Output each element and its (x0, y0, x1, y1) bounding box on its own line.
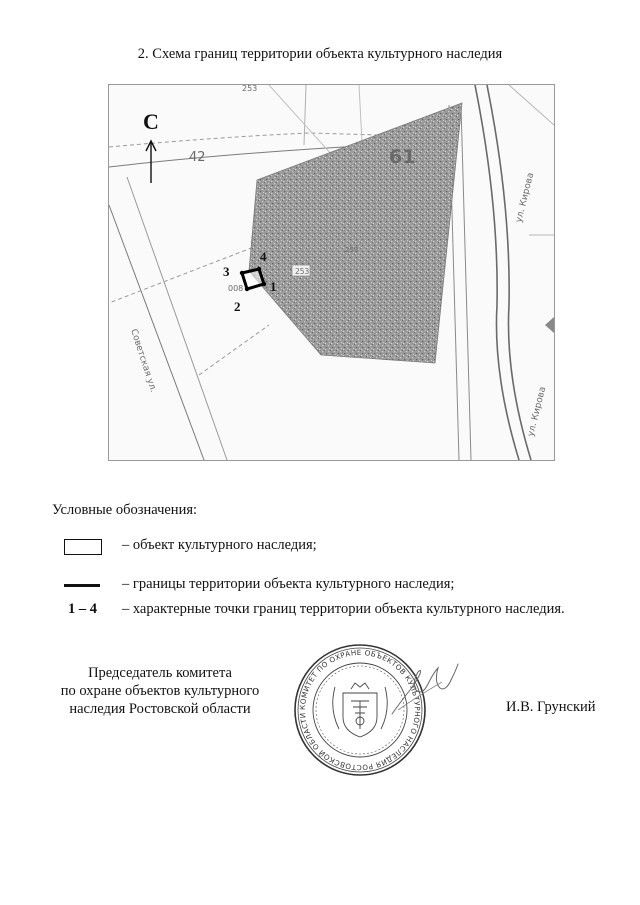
legend-item-object (52, 537, 612, 557)
point-2-label: 2 (234, 299, 241, 314)
street-sovetskaya-label: Советская ул. (128, 327, 159, 394)
edge-marker (545, 317, 554, 333)
boundary-line-symbol-icon (64, 584, 100, 587)
legend-title: Условные обозначения: (52, 502, 198, 518)
position-line-3: наследия Ростовской области (69, 701, 251, 717)
seal-ring-text: КОМИТЕТ ПО ОХРАНЕ ОБЪЕКТОВ КУЛЬТУРНОГО НАСЛЕДИЯ РОСТОВСКОЙ ОБЛАСТИ (297, 647, 423, 773)
document-title: 2. Схема границ территории объекта культурного наследия (137, 46, 503, 62)
north-label: С (143, 109, 159, 134)
quarter-42-label: 42 (189, 150, 206, 165)
coat-of-arms-icon (333, 683, 388, 737)
position-line-2: по охране объектов культурного (60, 683, 260, 699)
boundary-point-2-marker (245, 287, 249, 291)
signatory-position (40, 664, 280, 718)
parcel-253-label-b: 253 (295, 267, 310, 276)
point-1-label: 1 (270, 279, 277, 294)
map-scheme (108, 84, 555, 461)
point-4-label: 4 (260, 249, 267, 264)
boundary-point-4-marker (257, 267, 261, 271)
legend-text-boundary: – границы территории объекта культурного наследия; (122, 576, 455, 592)
legend-item-boundary (52, 576, 612, 596)
street-kirova-lower-label: ул. Кирова (526, 385, 549, 438)
boundary-point-1-marker (262, 282, 266, 286)
parcel-253-label-a: 253 (345, 246, 359, 254)
handwritten-signature (388, 660, 460, 720)
map-canvas (109, 85, 554, 460)
points-range-label: 1 – 4 (68, 601, 97, 617)
legend-item-points (52, 601, 612, 621)
parcel-61-area (249, 103, 462, 363)
parcel-code-label: 008 (228, 284, 244, 293)
boundary-point-3-marker (240, 271, 244, 275)
street-kirova-upper-label: ул. Кирова (514, 171, 537, 224)
point-3-label: 3 (223, 264, 230, 279)
parcel-top-label: 253 (242, 85, 258, 93)
quarter-61-label: 61 (389, 146, 416, 168)
signatory-name: И.В. Грунский (506, 699, 596, 715)
legend-text-points: – характерные точки границ территории объекта культурного наследия. (122, 601, 565, 617)
position-line-1: Председатель комитета (88, 665, 232, 681)
rectangle-symbol-icon (64, 539, 102, 555)
legend-text-object: – объект культурного наследия; (122, 537, 317, 553)
